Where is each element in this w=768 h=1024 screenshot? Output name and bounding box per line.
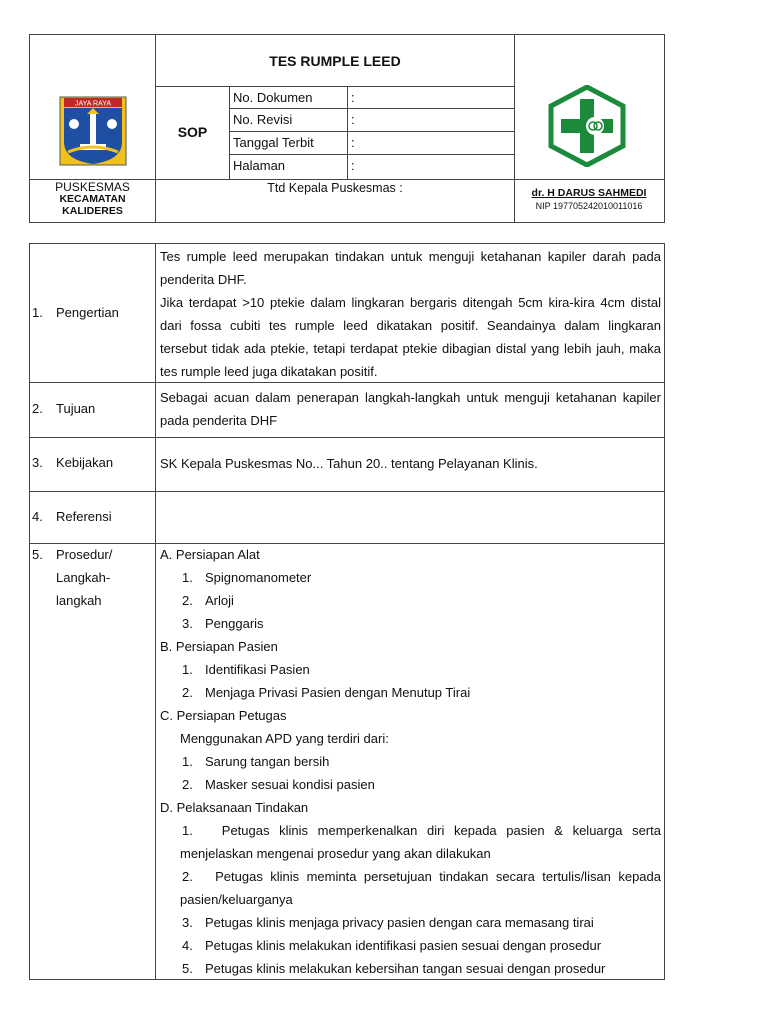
tujuan-content: Sebagai acuan dalam penerapan langkah-langkah untuk menguji ketahanan kapiler pada penderita DHF (160, 390, 661, 428)
item-text: Arloji (205, 593, 234, 608)
row-title-cont: langkah (56, 593, 102, 608)
item-number: 5. (182, 961, 193, 976)
item-number: 1. (182, 662, 193, 677)
item-number: 2. (182, 685, 193, 700)
row-title: Prosedur/ (56, 547, 113, 562)
list-item (160, 589, 661, 612)
item-text: Penggaris (205, 616, 264, 631)
list-item (160, 865, 661, 911)
row-label-referensi (32, 509, 112, 524)
list-item (160, 658, 661, 681)
sop-content-table (29, 243, 665, 980)
row-number: 5. (32, 547, 43, 562)
sop-header (29, 34, 665, 223)
item-text: Petugas klinis memperkenalkan diri kepada pasien & keluarga serta menjelaskan mengenai prosedur yang akan dilakukan (180, 823, 661, 861)
row-number: 1. (32, 305, 43, 320)
paragraph: Jika terdapat >10 ptekie dalam lingkaran bergaris ditengah 5cm kira-kira 4cm distal dari fossa cubiti tes rumple leed dikatakan positif. Seandainya dalam lingkaran tersebut tidak ada ptekie, tetapi terdapat ptekie dibagian distal yang lebih jauh, maka tes rumple leed juga dikatakan positif. (160, 295, 661, 379)
row-number: 2. (32, 401, 43, 416)
row-number: 4. (32, 509, 43, 524)
row-title-cont: Langkah- (56, 570, 111, 585)
doc-field-label: No. Dokumen (233, 90, 313, 105)
list-item (160, 773, 661, 796)
row-title: Referensi (56, 509, 112, 524)
doc-field-value: : (351, 112, 355, 127)
section-heading: D. Pelaksanaan Tindakan (160, 800, 309, 815)
list-item (160, 750, 661, 773)
row-number: 3. (32, 455, 43, 470)
item-text: Spignomanometer (205, 570, 312, 585)
row-label-tujuan (32, 401, 95, 416)
item-text: Petugas klinis meminta persetujuan tindakan secara tertulis/lisan kepada pasien/keluarganya (180, 869, 661, 907)
signer-name: dr. H DARUS SAHMEDI (531, 187, 647, 199)
item-number: 2. (182, 777, 193, 792)
row-title: Tujuan (56, 401, 96, 416)
row-label-prosedur (32, 543, 112, 612)
item-number: 2. (182, 593, 193, 608)
section-heading: A. Persiapan Alat (160, 547, 260, 562)
row-label-pengertian (32, 305, 119, 320)
row-title: Pengertian (56, 305, 119, 320)
item-number: 3. (182, 915, 193, 930)
list-item (160, 934, 661, 957)
org-line: PUSKESMAS (55, 180, 130, 194)
row-title: Kebijakan (56, 455, 114, 470)
item-number: 3. (182, 616, 193, 631)
section-heading: C. Persiapan Petugas (160, 708, 287, 723)
puskesmas-logo (547, 85, 627, 167)
signature-label: Ttd Kepala Puskesmas : (267, 181, 403, 195)
list-item (160, 819, 661, 865)
doc-field-value: : (351, 158, 355, 173)
item-number: 1. (182, 823, 193, 838)
row-label-kebijakan (32, 455, 113, 470)
list-item (160, 911, 661, 934)
item-number: 1. (182, 754, 193, 769)
item-text: Menjaga Privasi Pasien dengan Menutup Tirai (205, 685, 471, 700)
list-item (160, 612, 661, 635)
pengertian-content (160, 245, 661, 383)
org-line: KECAMATAN (59, 193, 126, 205)
doc-field-value: : (351, 135, 355, 150)
organization-name (30, 181, 155, 217)
item-number: 2. (182, 869, 193, 884)
item-text: Sarung tangan bersih (205, 754, 330, 769)
doc-field-label: Halaman (233, 158, 286, 173)
doc-field-value: : (351, 90, 355, 105)
signer-nip: NIP 197705242010011016 (535, 201, 643, 211)
item-text: Petugas klinis melakukan identifikasi pasien sesuai dengan prosedur (205, 938, 602, 953)
item-text: Petugas klinis menjaga privacy pasien dengan cara memasang tirai (205, 915, 594, 930)
list-item (160, 566, 661, 589)
item-number: 4. (182, 938, 193, 953)
emblem-motto: JAYA RAYA (74, 100, 112, 108)
kebijakan-content: SK Kepala Puskesmas No... Tahun 20.. tentang Pelayanan Klinis. (160, 456, 538, 471)
list-item (160, 681, 661, 704)
section-intro: Menggunakan APD yang terdiri dari: (180, 731, 389, 746)
doc-field-label: Tanggal Terbit (233, 135, 314, 150)
doc-field-label: No. Revisi (233, 112, 293, 127)
item-text: Identifikasi Pasien (205, 662, 310, 677)
section-heading: B. Persiapan Pasien (160, 639, 278, 654)
page-title: TES RUMPLE LEED (269, 53, 401, 69)
prosedur-content (160, 543, 661, 980)
item-text: Petugas klinis melakukan kebersihan tangan sesuai dengan prosedur (205, 961, 606, 976)
item-text: Masker sesuai kondisi pasien (205, 777, 375, 792)
jakarta-emblem-logo (54, 94, 132, 168)
list-item (160, 957, 661, 980)
paragraph: Tes rumple leed merupakan tindakan untuk menguji ketahanan kapiler darah pada penderita DHF. (160, 249, 661, 287)
item-number: 1. (182, 570, 193, 585)
sop-label: SOP (177, 124, 208, 140)
org-line: KALIDERES (62, 205, 123, 217)
